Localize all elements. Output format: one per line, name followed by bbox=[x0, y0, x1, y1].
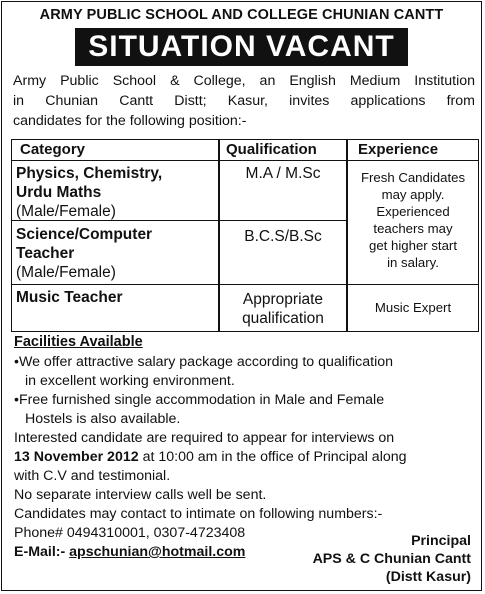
facility-bullet: •We offer attractive salary package according to qualification bbox=[14, 354, 394, 370]
qualification-cell bbox=[219, 164, 347, 183]
email-link[interactable]: apschunian@hotmail.com bbox=[69, 544, 246, 560]
signature-block bbox=[313, 532, 471, 586]
category-gender: (Male/Female) bbox=[16, 203, 116, 220]
signature-org: APS & C Chunian Cantt bbox=[312, 551, 471, 567]
experience-text: may apply. bbox=[381, 187, 445, 202]
interview-date: 13 November 2012 bbox=[14, 449, 139, 465]
qualification-text: qualification bbox=[242, 310, 324, 327]
experience-cell bbox=[347, 169, 479, 271]
intro-line: candidates for the following position:- bbox=[13, 113, 247, 129]
interview-time-place: at 10:00 am in the office of Principal along bbox=[138, 449, 407, 465]
intro-line: Army Public School & College, an English Medium Institution bbox=[13, 73, 475, 89]
category-title: Music Teacher bbox=[16, 289, 123, 306]
category-title: Teacher bbox=[16, 245, 75, 262]
facilities-heading: Facilities Available bbox=[14, 334, 143, 350]
category-title: Physics, Chemistry, bbox=[16, 165, 163, 182]
interview-text: No separate interview calls well be sent. bbox=[14, 487, 267, 503]
qualification-cell bbox=[219, 227, 347, 246]
experience-text: Music Expert bbox=[374, 300, 452, 315]
facilities-list bbox=[14, 353, 476, 562]
experience-text: in salary. bbox=[387, 255, 439, 270]
qualification-text: M.A / M.Sc bbox=[245, 165, 321, 182]
experience-text: get higher start bbox=[369, 238, 457, 253]
situation-vacant-banner: SITUATION VACANT bbox=[75, 28, 408, 66]
qualification-cell bbox=[219, 290, 347, 328]
qualification-text: Appropriate bbox=[242, 291, 324, 308]
category-gender: (Male/Female) bbox=[16, 264, 116, 281]
category-title: Science/Computer bbox=[16, 226, 153, 243]
category-cell bbox=[16, 164, 216, 221]
facility-bullet-cont: Hostels is also available. bbox=[25, 411, 181, 427]
row-divider bbox=[11, 284, 479, 285]
facility-bullet: •Free furnished single accommodation in Male and Female bbox=[14, 392, 385, 408]
intro-paragraph bbox=[13, 71, 475, 131]
experience-cell bbox=[347, 299, 479, 316]
phone-numbers: Phone# 0494310001, 0307-4723408 bbox=[14, 525, 246, 541]
email-label: E-Mail:- bbox=[14, 544, 70, 560]
experience-text: Fresh Candidates bbox=[360, 170, 466, 185]
intro-line: in Chunian Cantt Distt; Kasur, invites applications from bbox=[13, 93, 475, 109]
interview-text bbox=[14, 448, 476, 467]
qualification-text: B.C.S/B.Sc bbox=[244, 228, 322, 245]
category-title: Urdu Maths bbox=[16, 184, 102, 201]
signature-title: Principal bbox=[411, 533, 471, 549]
header-experience: Experience bbox=[347, 139, 479, 161]
positions-table bbox=[11, 139, 479, 332]
header-category: Category bbox=[11, 139, 219, 161]
category-cell bbox=[16, 225, 216, 282]
experience-text: Experienced bbox=[376, 204, 450, 219]
advertisement bbox=[1, 1, 482, 591]
category-cell bbox=[16, 288, 216, 307]
interview-text: Interested candidate are required to appear for interviews on bbox=[14, 430, 395, 446]
header-qualification: Qualification bbox=[219, 139, 347, 161]
facility-bullet-cont: in excellent working environment. bbox=[25, 373, 235, 389]
signature-district: (Distt Kasur) bbox=[385, 569, 471, 585]
interview-text: Candidates may contact to intimate on following numbers:- bbox=[14, 506, 383, 522]
experience-text: teachers may bbox=[373, 221, 453, 236]
interview-text: with C.V and testimonial. bbox=[14, 468, 171, 484]
school-name: ARMY PUBLIC SCHOOL AND COLLEGE CHUNIAN CANTT bbox=[39, 7, 444, 23]
